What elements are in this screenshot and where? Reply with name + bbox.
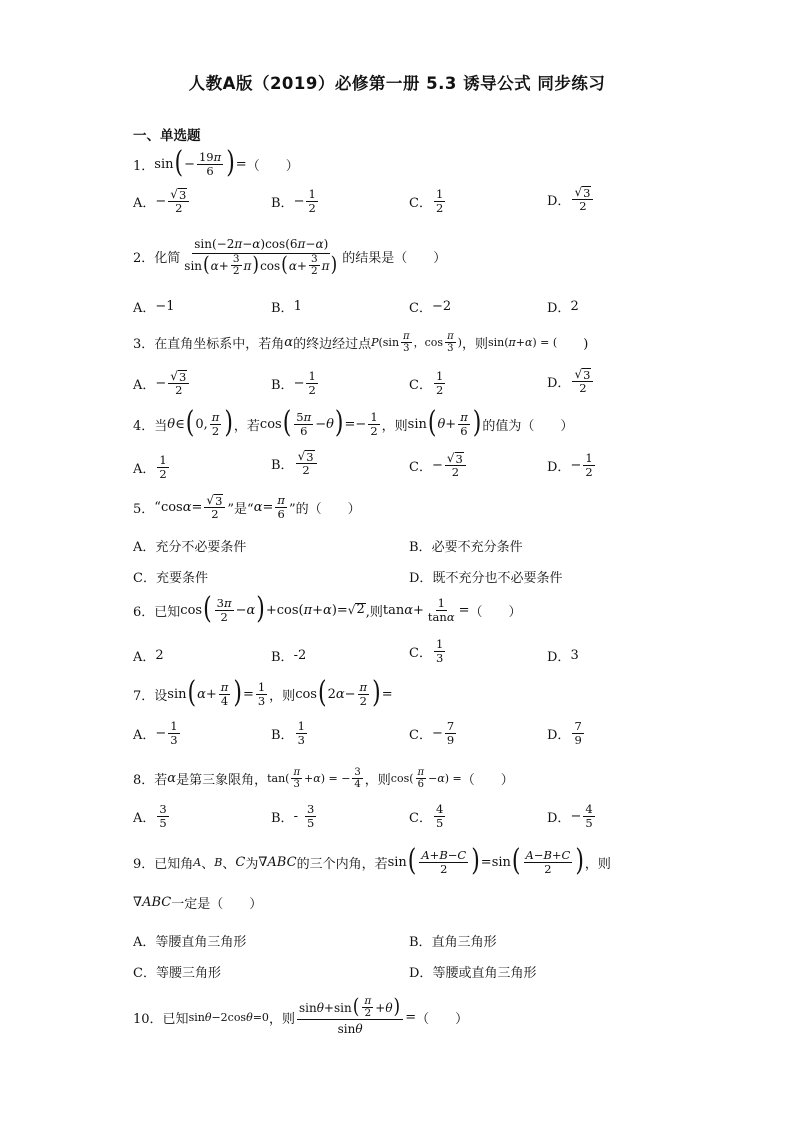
q3-option-a: A． − √ 3 2 bbox=[133, 370, 191, 397]
q1-option-c: C． $\frac{1}{2}$ bbox=[409, 187, 444, 215]
page-title: 人教A版（2019）必修第一册 5.3 诱导公式 同步练习 bbox=[188, 74, 606, 93]
q6-option-b: B． -2 bbox=[271, 648, 307, 665]
q8-option-b: B． - $\frac{3}{5}$ bbox=[271, 802, 315, 830]
question-9: 9． 已知角 A 、 B 、 C 为 ∇ABC 的三个内角，若 sin ( $\frac{A+B-C}{2}$ ) =sin ( $\frac{A-B+C}{2}$ ) ，则 bbox=[133, 844, 611, 879]
q1-option-b: B． − $\frac{1}{2}$ bbox=[271, 187, 316, 215]
q9-option-c: C． 等腰三角形 bbox=[133, 966, 221, 981]
q1-option-a: A． − √ 3 2 bbox=[133, 188, 191, 215]
q9-option-a: A． 等腰直角三角形 bbox=[133, 935, 247, 950]
q9-option-d: D． 等腰或直角三角形 bbox=[409, 966, 537, 981]
question-2: 2． 化简 sin(−2π−α)cos(6π−α) sin ( α + $\frac{3}{2}$ π ) cos ( α + $\frac{3}{2}$ π ) 的结果是（ ） bbox=[133, 237, 447, 277]
q7-option-c: C． − $\frac{7}{9}$ bbox=[409, 719, 455, 747]
question-8: 8． 若 α 是第三象限角， tan( $\frac{\pi}{3}$ +α) = − $\frac{3}{4}$ ，则 cos( $\frac{\pi}{6}$ −α) = （ ） bbox=[133, 766, 514, 790]
question-5: 5． “ cosα= √ 3 2 ”是“ α = $\frac{\pi}{6}$ ”的（ ） bbox=[133, 492, 361, 521]
q5-option-b: B． 必要不充分条件 bbox=[409, 540, 523, 555]
q2-option-c: C． −2 bbox=[409, 299, 452, 316]
q6-option-d: D． 3 bbox=[547, 648, 579, 665]
question-3: 3． 在直角坐标系中，若角 α 的终边经过点 P (sin $\frac{\pi}{3}$ ，cos $\frac{\pi}{3}$ ) ，则 sin(π+α) = ( ) bbox=[133, 330, 589, 354]
q8-option-c: C． $\frac{4}{5}$ bbox=[409, 802, 444, 830]
q6-option-a: A． 2 bbox=[133, 648, 164, 665]
q2-option-d: D． 2 bbox=[547, 299, 579, 316]
question-4: 4． 当 θ ∈ ( 0, $\frac{\pi}{2}$ ) ，若 cos ( $\frac{5\pi}{6}$ − θ ) =− $\frac{1}{2}$ ，则 sin ( θ + $\frac{\pi}{6}$ ) 的值为（ ） bbox=[133, 406, 574, 441]
q7-option-b: B． $\frac{1}{3}$ bbox=[271, 719, 305, 747]
q8-option-d: D． − $\frac{4}{5}$ bbox=[547, 802, 593, 830]
q4-option-a: A． $\frac{1}{2}$ bbox=[133, 453, 167, 481]
q2-option-a: A． −1 bbox=[133, 299, 175, 316]
q4-option-d: D． − $\frac{1}{2}$ bbox=[547, 451, 593, 479]
question-9-line2: ∇ABC 一定是（ ） bbox=[133, 895, 263, 912]
section-heading: 一、单选题 bbox=[133, 128, 201, 144]
question-6: 6． 已知 cos ( $\frac{3\pi}{2}$ − α ) +cos( π + α )= √ 2 ,则 tanα+ $\frac{1}{\tan\alpha}$ = （ ） bbox=[133, 592, 522, 627]
q2-option-b: B． 1 bbox=[271, 299, 302, 316]
q5-option-d: D． 既不充分也不必要条件 bbox=[409, 571, 563, 586]
q9-option-b: B． 直角三角形 bbox=[409, 935, 497, 950]
q4-option-b: B． √ 3 2 bbox=[271, 450, 319, 477]
q3-option-b: B． − $\frac{1}{2}$ bbox=[271, 369, 316, 397]
q7-option-a: A． − $\frac{1}{3}$ bbox=[133, 719, 178, 747]
q5-option-c: C． 充要条件 bbox=[133, 571, 208, 586]
q4-option-c: C． − √ 3 2 bbox=[409, 452, 468, 479]
q8-option-a: A． $\frac{3}{5}$ bbox=[133, 802, 167, 830]
q5-option-a: A． 充分不必要条件 bbox=[133, 540, 247, 555]
q3-option-d: D． √ 3 2 bbox=[547, 368, 595, 395]
question-1: 1． sin ( − $\frac{19\pi}{6}$ ) = （ ） bbox=[133, 146, 299, 181]
q7-option-d: D． $\frac{7}{9}$ bbox=[547, 719, 582, 747]
q1-option-d: D． √ 3 2 bbox=[547, 186, 595, 213]
q6-option-c: C． $\frac{1}{3}$ bbox=[409, 637, 444, 665]
question-10: 10． 已知 sinθ−2cosθ=0 ，则 sin θ +sin ( $\frac{\pi}{2}$ + θ ) sinθ = （ ） bbox=[133, 994, 469, 1036]
question-7: 7． 设 sin ( α + $\frac{\pi}{4}$ ) = $\frac{1}{3}$ ，则 cos ( 2 α − $\frac{\pi}{2}$ ) = bbox=[133, 676, 393, 711]
q3-option-c: C． $\frac{1}{2}$ bbox=[409, 369, 444, 397]
